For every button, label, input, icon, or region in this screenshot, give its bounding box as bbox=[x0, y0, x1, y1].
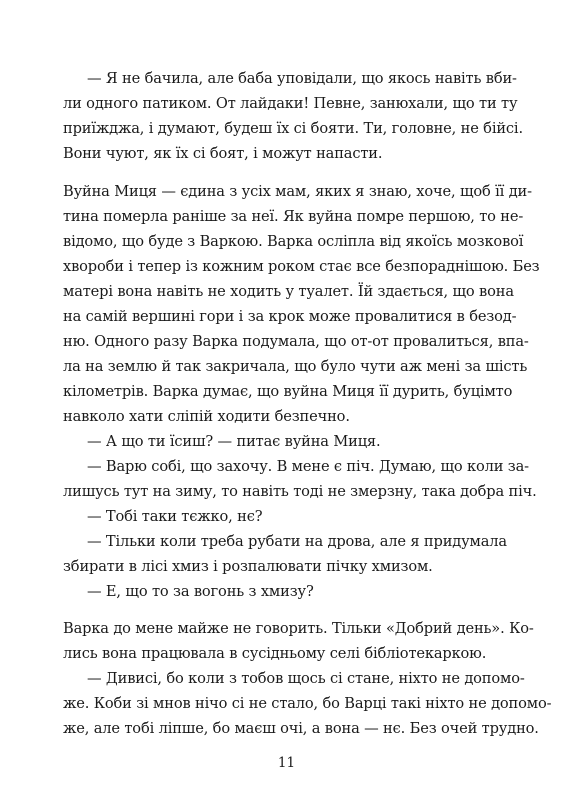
text-line: — А що ти їсиш? — питає вуйна Миця. bbox=[87, 433, 381, 450]
text-line: Вуйна Миця — єдина з усіх мам, яких я знаю, хоче, щоб її ди- bbox=[63, 183, 532, 200]
page-number: 11 bbox=[277, 755, 296, 771]
text-line: збирати в лісі хмиз і розпалювати пічку хмизом. bbox=[63, 558, 433, 575]
text-line: — Тобі таки тєжко, нє? bbox=[87, 508, 263, 525]
text-line: — Варю собі, що захочу. В мене є піч. Думаю, що коли за- bbox=[87, 458, 529, 475]
text-line: Варка до мене майже не говорить. Тільки «Добрий день». Ко- bbox=[63, 620, 534, 637]
text-line: лись вона працювала в сусідньому селі бібліотекаркою. bbox=[63, 645, 487, 662]
text-line: тина померла раніше за неї. Як вуйна помре першою, то не- bbox=[63, 208, 524, 225]
text-line: приїжджа, і думают, будеш їх сі бояти. Ти, головне, не бійсі. bbox=[63, 120, 523, 137]
text-line: матері вона навіть не ходить у туалет. Їй здається, що вона bbox=[63, 283, 514, 300]
text-line: навколо хати сліпій ходити безпечно. bbox=[63, 408, 350, 425]
text-line: — Я не бачила, але баба уповідали, що якось навіть вби- bbox=[87, 70, 517, 87]
text-line: відомо, що буде з Варкою. Варка осліпла від якоїсь мозкової bbox=[63, 233, 524, 250]
text-line: хвороби і тепер із кожним роком стає все безпораднішою. Без bbox=[63, 258, 540, 275]
text-line: лишусь тут на зиму, то навіть тоді не змерзну, така добра піч. bbox=[63, 483, 537, 500]
text-line: ли одного патиком. От лайдаки! Певне, занюхали, що ти ту bbox=[63, 95, 518, 112]
text-line: — Тільки коли треба рубати на дрова, але я придумала bbox=[87, 533, 507, 550]
text-line: — Е, що то за вогонь з хмизу? bbox=[87, 583, 314, 600]
text-line: — Дивисі, бо коли з тобов щось сі стане, ніхто не допомо- bbox=[87, 670, 525, 687]
text-line: ла на землю й так закричала, що було чути аж мені за шість bbox=[63, 358, 528, 375]
text-line: Вони чуют, як їх сі боят, і можут напасти. bbox=[63, 145, 383, 162]
text-line: ню. Одного разу Варка подумала, що от-от провалиться, впа- bbox=[63, 333, 529, 350]
text-line: же. Коби зі мнов нічо сі не стало, бо Варці такі ніхто не допомо- bbox=[63, 695, 552, 712]
text-line: на самій вершині гори і за крок може провалитися в безод- bbox=[63, 308, 517, 325]
text-line: кілометрів. Варка думає, що вуйна Миця її дурить, буцімто bbox=[63, 383, 513, 400]
text-line: же, але тобі ліпше, бо маєш очі, а вона — нє. Без очей трудно. bbox=[63, 720, 539, 737]
